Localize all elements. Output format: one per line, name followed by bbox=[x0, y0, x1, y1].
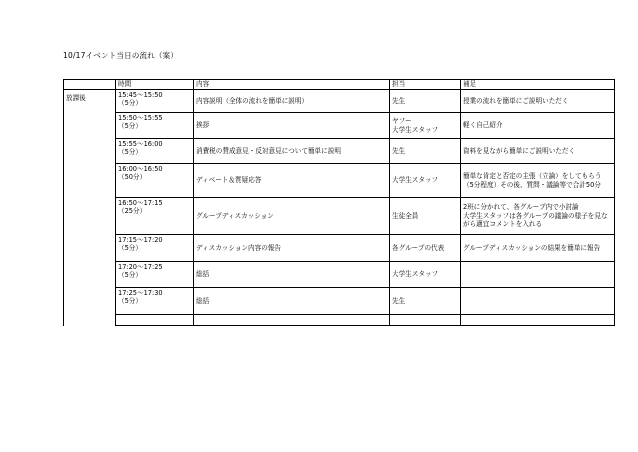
category-label: 放課後 bbox=[64, 90, 116, 326]
time-cell bbox=[116, 235, 194, 262]
schedule-table bbox=[63, 79, 615, 326]
note-cell bbox=[461, 288, 615, 315]
content-cell: ディベート＆質疑応答 bbox=[194, 164, 390, 198]
header-note: 補足 bbox=[461, 80, 615, 90]
table-row bbox=[64, 90, 615, 113]
content-cell: 内容説明（全体の流れを簡単に説明） bbox=[194, 90, 390, 113]
content-cell: グループディスカッション bbox=[194, 198, 390, 235]
time-cell bbox=[116, 164, 194, 198]
time-duration: （5分） bbox=[118, 271, 142, 280]
table-row bbox=[64, 113, 615, 139]
note-cell: 授業の流れを簡単にご説明いただく bbox=[461, 90, 615, 113]
time-duration: （5分） bbox=[118, 122, 142, 131]
time-range: 16:00～16:50 bbox=[118, 165, 163, 173]
time-range: 16:50～17:15 bbox=[118, 199, 163, 207]
time-range: 15:45～15:50 bbox=[118, 91, 163, 99]
content-cell: ディスカッション内容の報告 bbox=[194, 235, 390, 262]
table-row bbox=[64, 235, 615, 262]
time-cell bbox=[116, 288, 194, 315]
person-cell: 先生 bbox=[390, 288, 461, 315]
time-cell bbox=[116, 198, 194, 235]
table-row bbox=[64, 262, 615, 288]
time-cell bbox=[116, 113, 194, 139]
note-cell: 簡単な肯定と否定の主張（立論）をしてもらう（5分程度）その後、質問・議論等で合計50分 bbox=[461, 164, 615, 198]
time-duration: （25分） bbox=[118, 207, 147, 216]
time-duration: （5分） bbox=[118, 297, 142, 306]
document-title: 10/17イベント当日の流れ（案） bbox=[63, 51, 179, 60]
time-range: 17:15～17:20 bbox=[118, 236, 163, 244]
content-cell: 総括 bbox=[194, 288, 390, 315]
person-cell: ヤフー 大学生スタッフ bbox=[390, 113, 461, 139]
table-row bbox=[64, 164, 615, 198]
person-cell: 生徒全員 bbox=[390, 198, 461, 235]
note-cell: 2班に分かれて、各グループ内で小討論 大学生スタッフは各グループの議論の様子を見ながら適宜コメントを入れる bbox=[461, 198, 615, 235]
time-range: 15:50～15:55 bbox=[118, 114, 163, 122]
time-cell bbox=[116, 315, 194, 326]
content-cell: 消費税の賛成意見・反対意見について簡単に説明 bbox=[194, 139, 390, 164]
note-cell: 資料を見ながら簡単にご説明いただく bbox=[461, 139, 615, 164]
person-cell: 大学生スタッフ bbox=[390, 262, 461, 288]
note-cell bbox=[461, 262, 615, 288]
note-cell bbox=[461, 315, 615, 326]
time-cell bbox=[116, 90, 194, 113]
note-cell: 軽く自己紹介 bbox=[461, 113, 615, 139]
time-range: 15:55～16:00 bbox=[118, 140, 163, 148]
header-row bbox=[64, 80, 615, 90]
time-cell bbox=[116, 139, 194, 164]
time-duration: （50分） bbox=[118, 173, 147, 182]
time-range: 17:25～17:30 bbox=[118, 289, 163, 297]
header-content: 内容 bbox=[194, 80, 390, 90]
table-row bbox=[64, 315, 615, 326]
person-cell: 先生 bbox=[390, 139, 461, 164]
header-category bbox=[64, 80, 116, 90]
person-cell: 大学生スタッフ bbox=[390, 164, 461, 198]
table-row bbox=[64, 198, 615, 235]
content-cell bbox=[194, 315, 390, 326]
content-cell: 総括 bbox=[194, 262, 390, 288]
person-cell: 先生 bbox=[390, 90, 461, 113]
time-cell bbox=[116, 262, 194, 288]
person-cell bbox=[390, 315, 461, 326]
person-cell: 各グループの代表 bbox=[390, 235, 461, 262]
time-duration: （5分） bbox=[118, 99, 142, 108]
time-duration: （5分） bbox=[118, 148, 142, 157]
time-range: 17:20～17:25 bbox=[118, 263, 163, 271]
table-row bbox=[64, 139, 615, 164]
header-person: 担当 bbox=[390, 80, 461, 90]
note-cell: グループディスカッションの結果を簡単に報告 bbox=[461, 235, 615, 262]
header-time: 時間 bbox=[116, 80, 194, 90]
table-row bbox=[64, 288, 615, 315]
content-cell: 挨拶 bbox=[194, 113, 390, 139]
time-duration: （5分） bbox=[118, 244, 142, 253]
